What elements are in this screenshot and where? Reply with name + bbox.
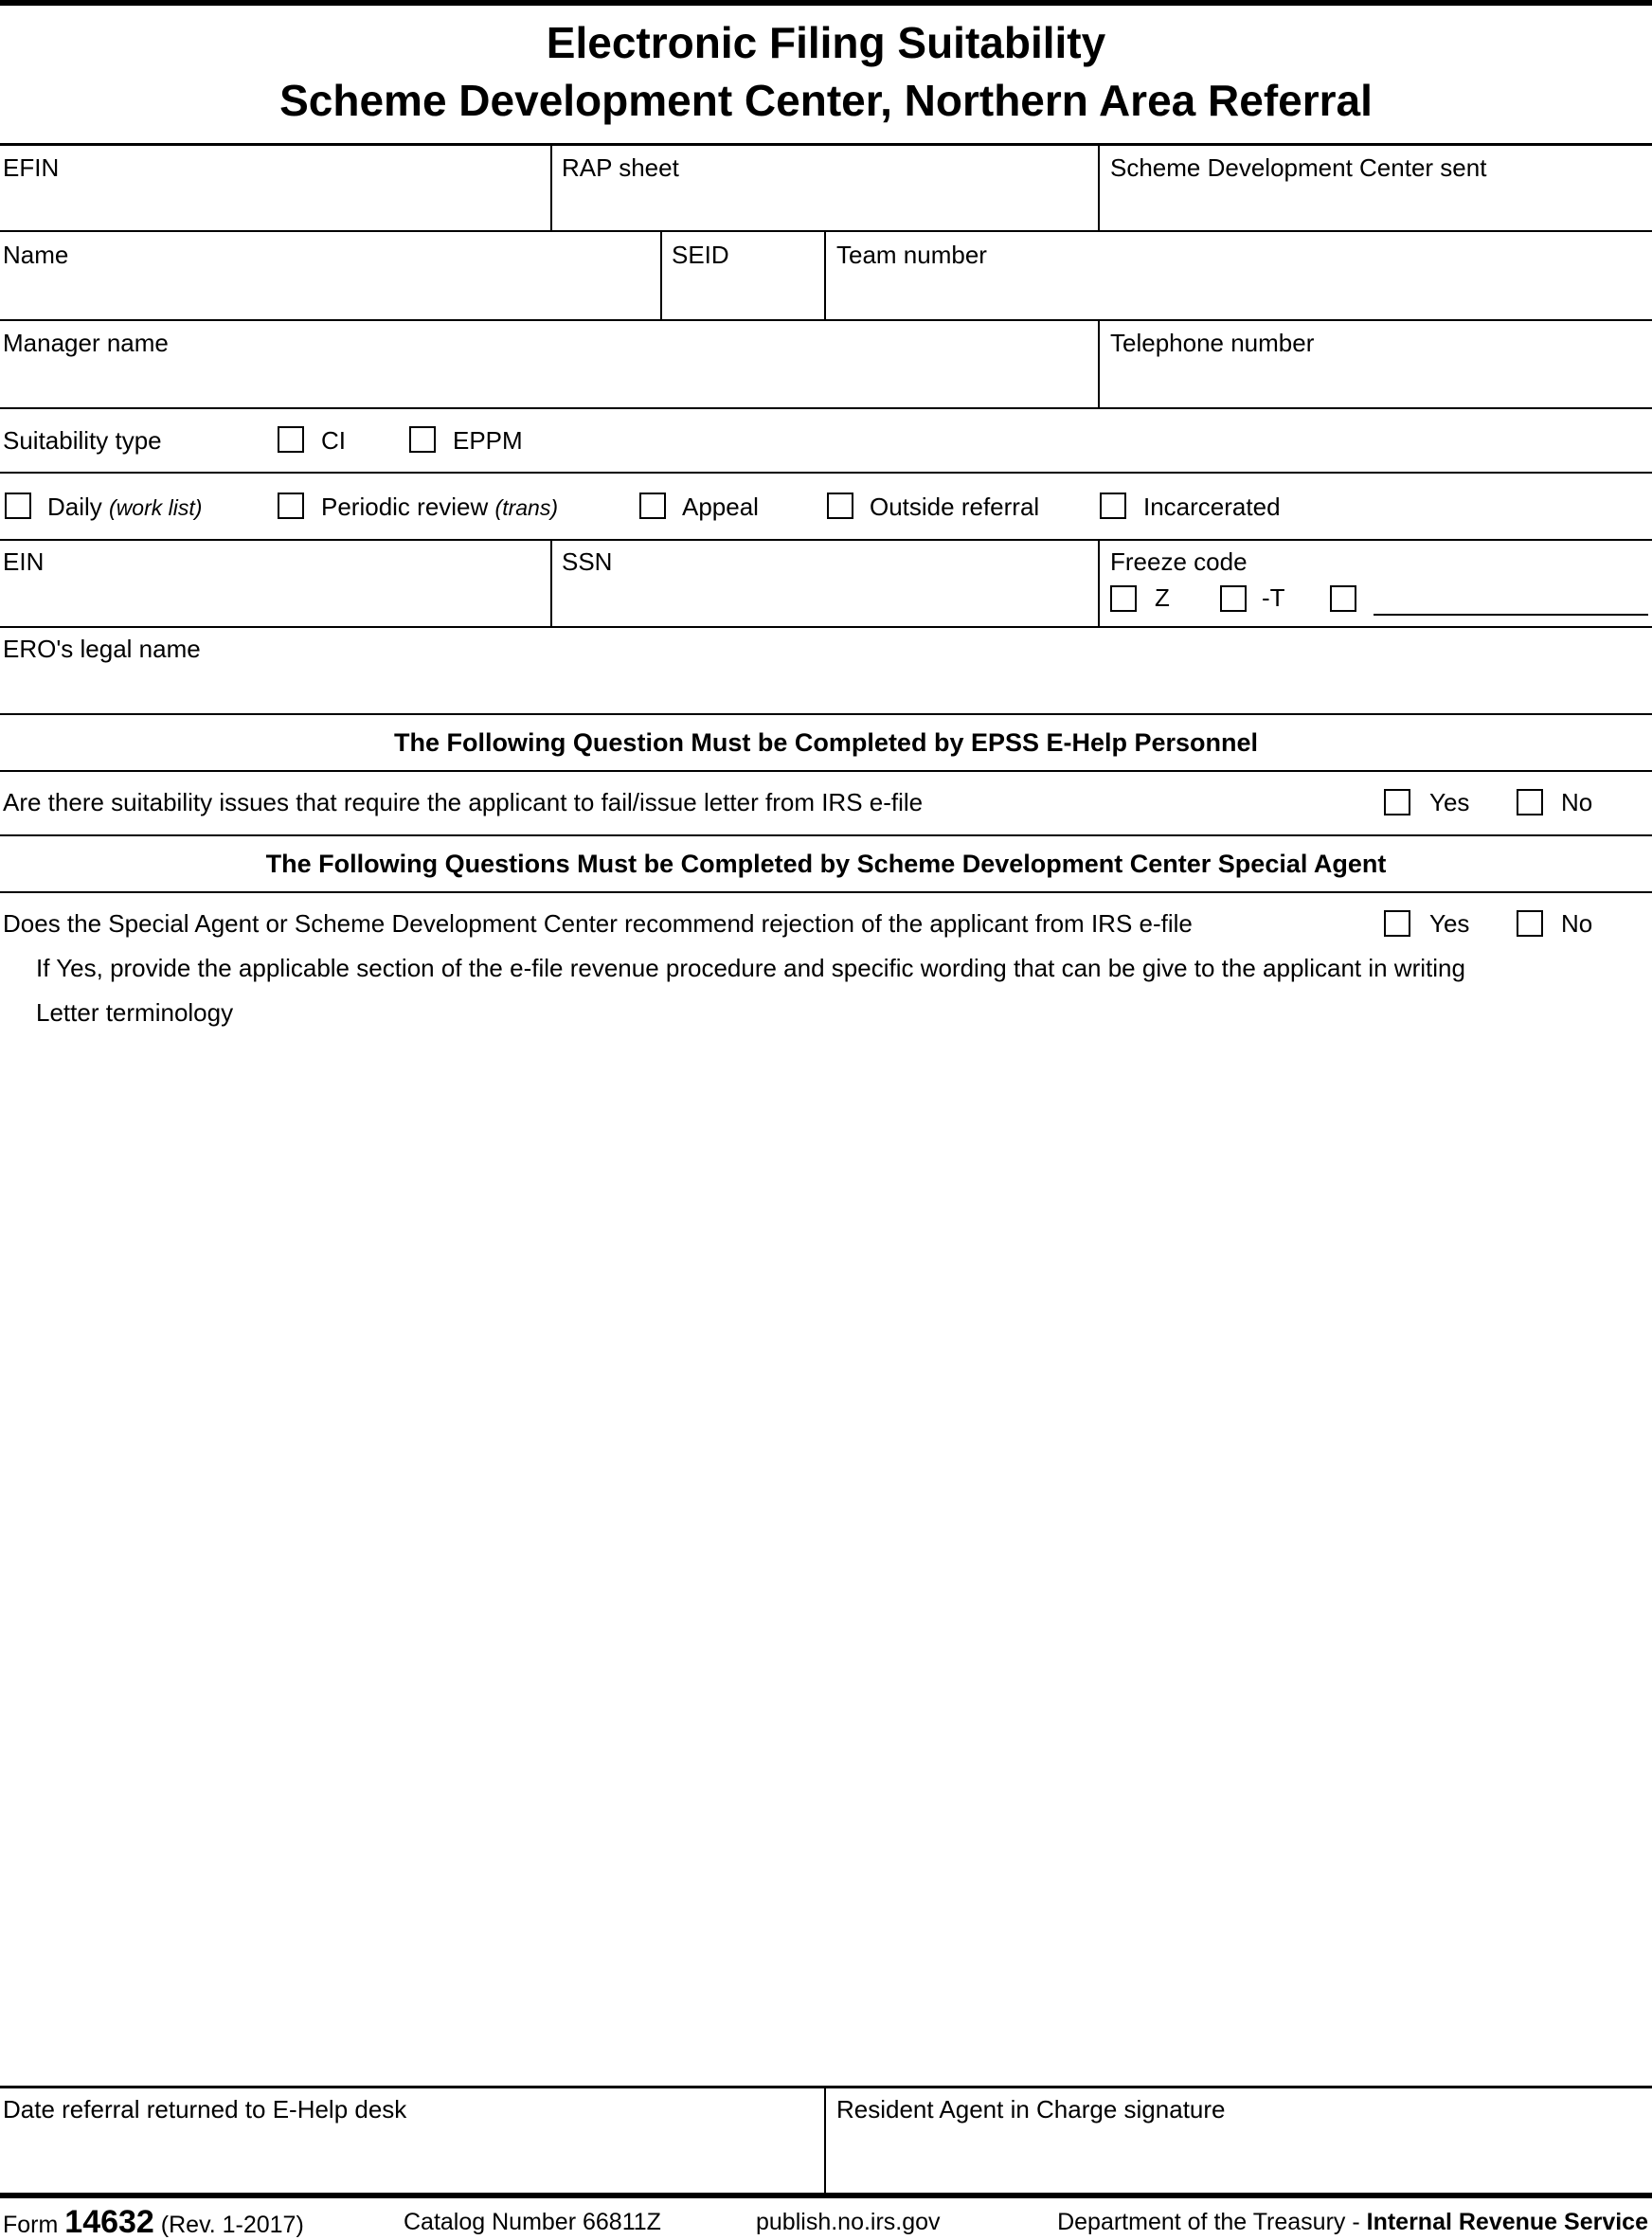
telephone-number-field[interactable]: Telephone number bbox=[1110, 329, 1315, 357]
divider bbox=[0, 539, 1652, 541]
eppm-label: EPPM bbox=[453, 426, 523, 455]
rap-sheet-field[interactable]: RAP sheet bbox=[562, 153, 679, 182]
freeze-t-label: -T bbox=[1262, 583, 1285, 612]
ein-field[interactable]: EIN bbox=[3, 547, 45, 576]
letter-terminology-label: Letter terminology bbox=[36, 998, 234, 1027]
form-subtitle: Scheme Development Center, Northern Area Referral bbox=[279, 76, 1373, 125]
appeal-checkbox[interactable] bbox=[639, 493, 666, 519]
freeze-t-checkbox[interactable] bbox=[1220, 585, 1247, 612]
form-title: Electronic Filing Suitability bbox=[546, 18, 1106, 67]
q1-yes-checkbox[interactable] bbox=[1384, 789, 1410, 815]
bottom-rule bbox=[0, 2193, 1652, 2198]
ssn-field[interactable]: SSN bbox=[562, 547, 613, 576]
rejection-question: Does the Special Agent or Scheme Development Center recommend rejection of the applicant from IRS e-file bbox=[3, 909, 1193, 938]
divider bbox=[0, 834, 1652, 836]
divider bbox=[0, 230, 1652, 232]
date-returned-field[interactable]: Date referral returned to E-Help desk bbox=[3, 2095, 407, 2124]
divider bbox=[0, 626, 1652, 628]
divider bbox=[0, 407, 1652, 409]
incarcerated-label: Incarcerated bbox=[1143, 493, 1281, 521]
divider bbox=[0, 770, 1652, 772]
freeze-other-checkbox[interactable] bbox=[1330, 585, 1356, 612]
q2-no-label: No bbox=[1561, 909, 1593, 938]
divider bbox=[0, 891, 1652, 893]
manager-name-field[interactable]: Manager name bbox=[3, 329, 169, 357]
form-id: Form 14632 (Rev. 1-2017) bbox=[3, 2204, 304, 2240]
seid-field[interactable]: SEID bbox=[672, 241, 729, 269]
department: Department of the Treasury - Internal Revenue Service bbox=[1057, 2209, 1648, 2235]
divider bbox=[0, 143, 1652, 146]
top-rule bbox=[0, 0, 1652, 6]
ci-checkbox[interactable] bbox=[278, 426, 304, 453]
appeal-label: Appeal bbox=[682, 493, 759, 521]
rac-signature-field[interactable]: Resident Agent in Charge signature bbox=[836, 2095, 1226, 2124]
outside-referral-label: Outside referral bbox=[870, 493, 1040, 521]
divider bbox=[0, 2086, 1652, 2088]
incarcerated-checkbox[interactable] bbox=[1100, 493, 1126, 519]
q1-yes-label: Yes bbox=[1429, 788, 1470, 816]
name-field[interactable]: Name bbox=[3, 241, 69, 269]
periodic-review-checkbox[interactable] bbox=[278, 493, 304, 519]
col-divider bbox=[1098, 320, 1100, 408]
if-yes-instruction: If Yes, provide the applicable section of the e-file revenue procedure and specific wording that can be give to the applicant in writing bbox=[36, 954, 1465, 982]
suitability-type-label: Suitability type bbox=[3, 426, 162, 455]
daily-label: Daily (work list) bbox=[47, 493, 203, 521]
sdc-sent-field[interactable]: Scheme Development Center sent bbox=[1110, 153, 1487, 182]
q2-yes-checkbox[interactable] bbox=[1384, 910, 1410, 937]
col-divider bbox=[824, 2088, 826, 2194]
ci-label: CI bbox=[321, 426, 346, 455]
col-divider bbox=[1098, 540, 1100, 627]
suitability-issues-question: Are there suitability issues that require the applicant to fail/issue letter from IRS e-file bbox=[3, 788, 924, 816]
col-divider bbox=[550, 540, 552, 627]
daily-checkbox[interactable] bbox=[5, 493, 31, 519]
divider bbox=[0, 472, 1652, 474]
col-divider bbox=[660, 231, 662, 320]
catalog-number: Catalog Number 66811Z bbox=[404, 2209, 661, 2235]
periodic-review-label: Periodic review (trans) bbox=[321, 493, 558, 521]
q2-no-checkbox[interactable] bbox=[1517, 910, 1543, 937]
efin-field[interactable]: EFIN bbox=[3, 153, 60, 182]
section-header-special-agent: The Following Questions Must be Completed by Scheme Development Center Special Agent bbox=[265, 850, 1387, 878]
divider bbox=[0, 319, 1652, 321]
freeze-code-label: Freeze code bbox=[1110, 547, 1248, 576]
freeze-z-checkbox[interactable] bbox=[1110, 585, 1137, 612]
freeze-z-label: Z bbox=[1155, 583, 1170, 612]
outside-referral-checkbox[interactable] bbox=[827, 493, 853, 519]
team-number-field[interactable]: Team number bbox=[836, 241, 987, 269]
eppm-checkbox[interactable] bbox=[409, 426, 436, 453]
ero-legal-name-field[interactable]: ERO's legal name bbox=[3, 635, 201, 663]
freeze-other-input[interactable] bbox=[1374, 614, 1648, 616]
divider bbox=[0, 713, 1652, 715]
q1-no-label: No bbox=[1561, 788, 1593, 816]
section-header-epss: The Following Question Must be Completed by EPSS E-Help Personnel bbox=[393, 728, 1259, 757]
letter-terminology-input[interactable] bbox=[36, 1032, 1646, 2074]
col-divider bbox=[1098, 145, 1100, 231]
q1-no-checkbox[interactable] bbox=[1517, 789, 1543, 815]
q2-yes-label: Yes bbox=[1429, 909, 1470, 938]
website: publish.no.irs.gov bbox=[756, 2209, 941, 2235]
col-divider bbox=[550, 145, 552, 231]
col-divider bbox=[824, 231, 826, 320]
